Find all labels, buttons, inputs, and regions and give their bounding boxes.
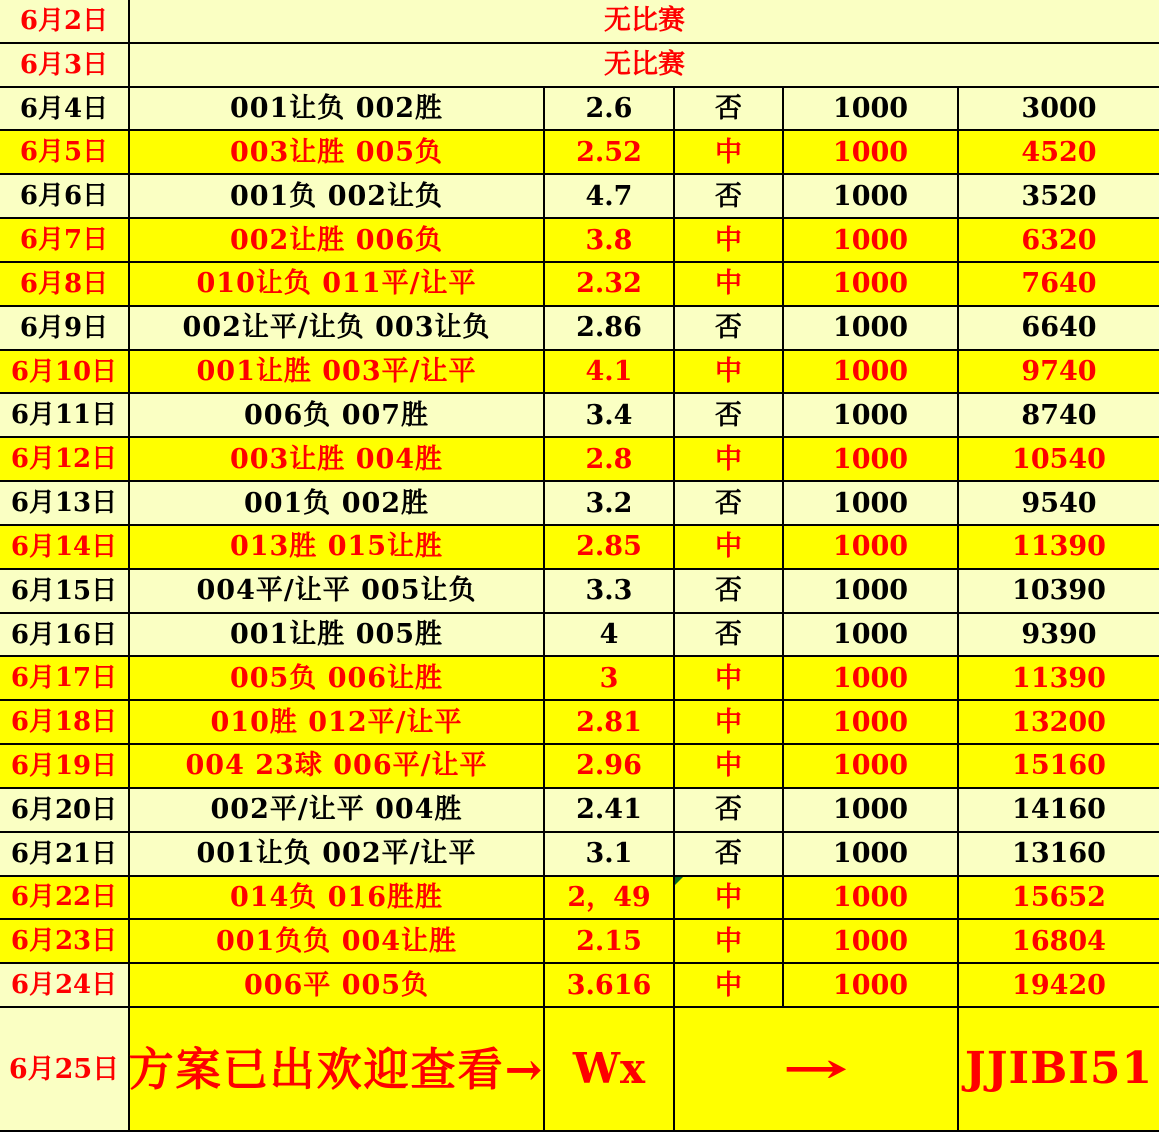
stake-cell: 1000 (782, 964, 957, 1006)
result-cell: 否 (673, 833, 782, 875)
total-cell: 9390 (957, 614, 1159, 656)
result-cell: 中 (673, 351, 782, 393)
result-cell: 否 (673, 175, 782, 217)
picks-cell: 006平 005负 (128, 964, 543, 1006)
odds-cell: 3.3 (543, 570, 673, 612)
total-cell: 7640 (957, 263, 1159, 305)
table-row (0, 570, 1159, 614)
result-cell: 中 (673, 657, 782, 699)
date-cell: 6月15日 (10, 575, 118, 606)
picks-cell: 001负负 004让胜 (128, 920, 543, 962)
odds-cell: 2.81 (543, 701, 673, 743)
odds-cell: 3.4 (543, 394, 673, 436)
total-cell: 10540 (957, 438, 1159, 480)
odds-cell: 2.32 (543, 263, 673, 305)
odds-cell: 3.2 (543, 482, 673, 524)
odds-cell: 4.1 (543, 351, 673, 393)
picks-cell: 003让胜 005负 (128, 131, 543, 173)
picks-cell: 001让胜 003平/让平 (128, 351, 543, 393)
odds-cell: 3.8 (543, 219, 673, 261)
picks-cell: 006负 007胜 (128, 394, 543, 436)
result-cell: 中 (673, 526, 782, 568)
date-cell: 6月16日 (10, 619, 118, 650)
total-cell: 11390 (957, 657, 1159, 699)
arrow-cell (673, 1008, 957, 1130)
stake-cell: 1000 (782, 438, 957, 480)
date-cell: 6月14日 (10, 531, 118, 562)
date-cell: 6月7日 (19, 225, 109, 256)
table-row (0, 789, 1159, 833)
table-row (0, 920, 1159, 964)
table-row (0, 482, 1159, 526)
table-row (0, 438, 1159, 482)
table-row (0, 263, 1159, 307)
stake-cell: 1000 (782, 394, 957, 436)
result-cell: 中 (673, 131, 782, 173)
table-row (0, 394, 1159, 438)
picks-cell: 014负 016胜胜 (128, 877, 543, 919)
date-cell: 6月5日 (19, 137, 109, 168)
stake-cell: 1000 (782, 833, 957, 875)
odds-cell: 2.8 (543, 438, 673, 480)
result-cell: 中 (673, 877, 782, 919)
total-cell: 14160 (957, 789, 1159, 831)
total-cell: 8740 (957, 394, 1159, 436)
promo-message: 方案已出欢迎查看→ (128, 1008, 543, 1130)
odds-cell: 2.85 (543, 526, 673, 568)
table-row (0, 219, 1159, 263)
date-cell: 6月4日 (19, 93, 109, 124)
result-cell: 否 (673, 88, 782, 130)
stake-cell: 1000 (782, 657, 957, 699)
total-cell: 15160 (957, 745, 1159, 787)
total-cell: 16804 (957, 920, 1159, 962)
table-row (0, 657, 1159, 701)
stake-cell: 1000 (782, 789, 957, 831)
stake-cell: 1000 (782, 614, 957, 656)
total-cell: 9540 (957, 482, 1159, 524)
table-row (0, 351, 1159, 395)
date-cell: 6月19日 (10, 750, 118, 781)
result-cell: 中 (673, 701, 782, 743)
right-arrow-icon: → (782, 1044, 850, 1094)
stake-cell: 1000 (782, 877, 957, 919)
stake-cell: 1000 (782, 570, 957, 612)
total-cell: 9740 (957, 351, 1159, 393)
date-cell: 6月24日 (0, 964, 128, 1006)
date-cell: 6月3日 (19, 49, 109, 80)
odds-cell: 2.96 (543, 745, 673, 787)
table-row (0, 307, 1159, 351)
total-cell: 13200 (957, 701, 1159, 743)
odds-cell: 2.41 (543, 789, 673, 831)
result-cell: 否 (673, 570, 782, 612)
result-cell: 否 (673, 789, 782, 831)
date-cell: 6月2日 (19, 5, 109, 36)
stake-cell: 1000 (782, 219, 957, 261)
picks-cell: 001让负 002平/让平 (128, 833, 543, 875)
result-cell: 否 (673, 307, 782, 349)
result-cell: 否 (673, 394, 782, 436)
stake-cell: 1000 (782, 526, 957, 568)
table-row (0, 131, 1159, 175)
date-cell: 6月25日 (0, 1008, 128, 1130)
picks-cell: 004 23球 006平/让平 (128, 745, 543, 787)
total-cell: 6640 (957, 307, 1159, 349)
date-cell: 6月17日 (10, 663, 118, 694)
stake-cell: 1000 (782, 307, 957, 349)
picks-cell: 010让负 011平/让平 (128, 263, 543, 305)
result-cell: 中 (673, 920, 782, 962)
total-cell: 10390 (957, 570, 1159, 612)
result-cell: 否 (673, 614, 782, 656)
table-row (0, 526, 1159, 570)
stake-cell: 1000 (782, 920, 957, 962)
stake-cell: 1000 (782, 482, 957, 524)
total-cell: 3520 (957, 175, 1159, 217)
total-cell: 4520 (957, 131, 1159, 173)
stake-cell: 1000 (782, 88, 957, 130)
date-cell: 6月10日 (10, 356, 118, 387)
picks-cell: 005负 006让胜 (128, 657, 543, 699)
stake-cell: 1000 (782, 131, 957, 173)
result-cell: 中 (673, 964, 782, 1006)
date-cell: 6月22日 (10, 882, 118, 913)
total-cell: 15652 (957, 877, 1159, 919)
odds-cell: 3.1 (543, 833, 673, 875)
no-match-cell: 无比赛 (128, 44, 1159, 86)
picks-cell: 001让胜 005胜 (128, 614, 543, 656)
result-cell: 中 (673, 745, 782, 787)
picks-cell: 003让胜 004胜 (128, 438, 543, 480)
odds-cell: 3.616 (543, 964, 673, 1006)
odds-cell: 4 (543, 614, 673, 656)
odds-cell: 2.15 (543, 920, 673, 962)
stake-cell: 1000 (782, 351, 957, 393)
table-row (0, 614, 1159, 658)
table-row (0, 833, 1159, 877)
date-cell: 6月20日 (10, 794, 118, 825)
date-cell: 6月21日 (10, 838, 118, 869)
total-cell: 11390 (957, 526, 1159, 568)
table-row (0, 88, 1159, 132)
date-cell: 6月9日 (19, 312, 109, 343)
date-cell: 6月23日 (10, 926, 118, 957)
footer-promo-row (0, 1008, 1159, 1132)
picks-cell: 002让胜 006负 (128, 219, 543, 261)
picks-cell: 013胜 015让胜 (128, 526, 543, 568)
stake-cell: 1000 (782, 701, 957, 743)
result-cell: 否 (673, 482, 782, 524)
odds-cell: 2.6 (543, 88, 673, 130)
result-cell: 中 (673, 263, 782, 305)
result-cell: 中 (673, 219, 782, 261)
stake-cell: 1000 (782, 263, 957, 305)
table-row (0, 701, 1159, 745)
table-row-no-match (0, 0, 1159, 44)
picks-cell: 001让负 002胜 (128, 88, 543, 130)
picks-cell: 001负 002胜 (128, 482, 543, 524)
date-cell: 6月11日 (10, 400, 118, 431)
table-row (0, 877, 1159, 921)
odds-cell: 4.7 (543, 175, 673, 217)
stake-cell: 1000 (782, 745, 957, 787)
table-row (0, 745, 1159, 789)
picks-cell: 001负 002让负 (128, 175, 543, 217)
table-row (0, 175, 1159, 219)
total-cell: 3000 (957, 88, 1159, 130)
promo-code: JJIBI51 (957, 1008, 1159, 1130)
picks-cell: 010胜 012平/让平 (128, 701, 543, 743)
odds-cell: 2，49 (543, 877, 673, 919)
wechat-label: Wx (543, 1008, 673, 1130)
date-cell: 6月18日 (10, 707, 118, 738)
date-cell: 6月12日 (10, 444, 118, 475)
no-match-cell: 无比赛 (128, 0, 1159, 42)
odds-cell: 3 (543, 657, 673, 699)
total-cell: 6320 (957, 219, 1159, 261)
result-cell: 中 (673, 438, 782, 480)
picks-cell: 002平/让平 004胜 (128, 789, 543, 831)
odds-cell: 2.52 (543, 131, 673, 173)
picks-cell: 002让平/让负 003让负 (128, 307, 543, 349)
date-cell: 6月8日 (19, 268, 109, 299)
table-row-no-match (0, 44, 1159, 88)
date-cell: 6月13日 (10, 488, 118, 519)
odds-cell: 2.86 (543, 307, 673, 349)
stake-cell: 1000 (782, 175, 957, 217)
table-row (0, 964, 1159, 1008)
picks-cell: 004平/让平 005让负 (128, 570, 543, 612)
total-cell: 19420 (957, 964, 1159, 1006)
date-cell: 6月6日 (19, 181, 109, 212)
total-cell: 13160 (957, 833, 1159, 875)
